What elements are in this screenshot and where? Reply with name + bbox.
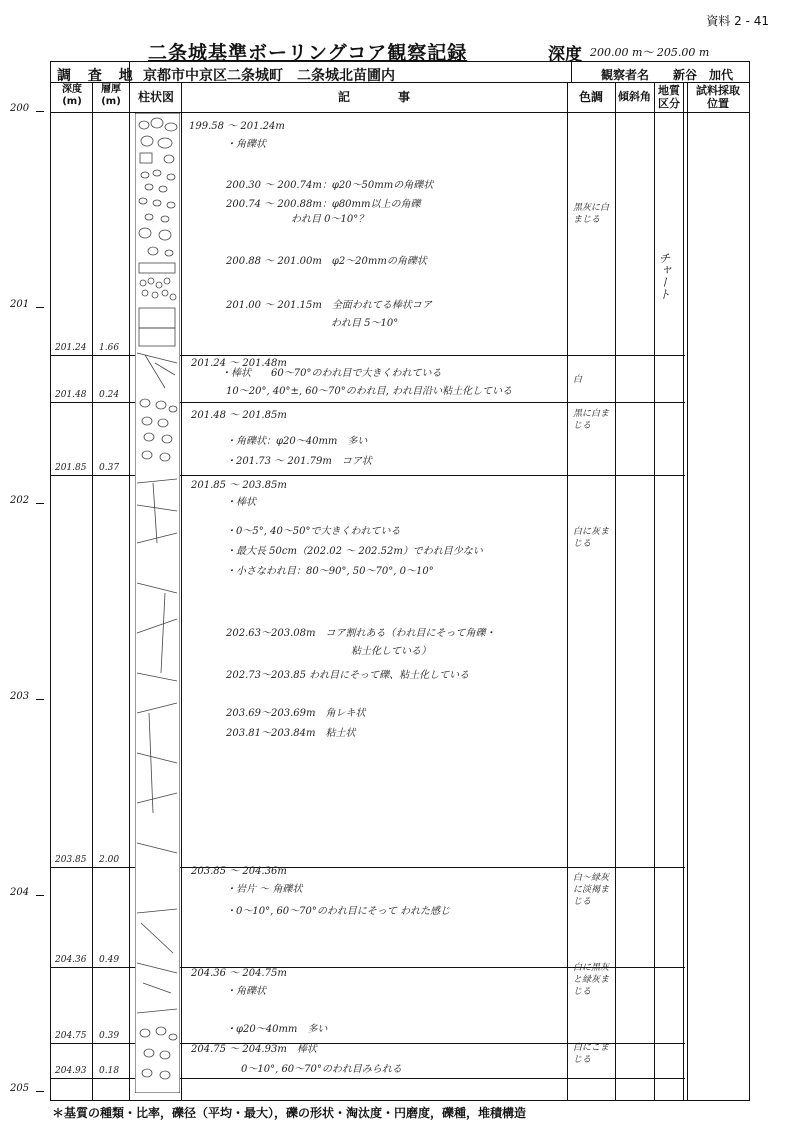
document-title: 二条城基準ボーリングコア観察記録 xyxy=(148,42,468,64)
header-color: 色調 xyxy=(578,90,603,104)
note-line: 200.74 〜 200.88m：φ80mm以上の角礫 xyxy=(226,199,421,210)
depth-mark-label: 204 xyxy=(10,887,30,898)
color-entry: 白〜緑灰に淡褐まじる xyxy=(573,873,610,907)
depth-mark-label: 202 xyxy=(10,495,30,506)
log-sheet xyxy=(50,61,750,1101)
color-entry: 白にこまじる xyxy=(573,1043,610,1065)
note-line: ・最大長 50cm（202.02 〜 202.52m）でわれ目少ない xyxy=(226,546,483,557)
layer-bottom-depth: 204.36 xyxy=(55,954,87,965)
core-column-drawing xyxy=(135,113,180,1093)
layer-bottom-depth: 204.75 xyxy=(55,1031,87,1041)
depth-tick xyxy=(36,503,44,504)
note-line: 201.85 〜 203.85m xyxy=(191,480,287,491)
footnote: ＊基質の種類・比率，礫径（平均・最大），礫の形状・淘汰度・円磨度，礫種，堆積構造 xyxy=(52,1106,527,1120)
depth-range-value: 200.00 m〜 205.00 m xyxy=(590,46,710,59)
location-value: 京都市中京区二条城町 二条城北苗圃内 xyxy=(143,68,395,84)
depth-mark-label: 200 xyxy=(10,103,30,114)
note-line: 202.73〜203.85 われ目にそって礫、粘土化している xyxy=(226,670,470,681)
note-line: ・岩片 〜 角礫状 xyxy=(226,884,303,895)
note-line: 201.24 〜 201.48m xyxy=(191,358,287,369)
note-line: ・201.73 〜 201.79m コア状 xyxy=(226,456,372,467)
layer-bottom-depth: 204.93 xyxy=(55,1066,87,1077)
depth-range-label: 深度 xyxy=(548,45,582,65)
note-line: 201.48 〜 201.85m xyxy=(191,410,287,421)
depth-mark-label: 201 xyxy=(10,299,30,310)
note-line: 粘土化している） xyxy=(351,646,431,657)
note-line: ・0〜10°, 60〜70°のわれ目にそって われた感じ xyxy=(226,906,451,917)
note-line: 0〜10°, 60〜70°のわれ目みられる xyxy=(241,1064,402,1075)
note-line: 202.63〜203.08m コア割れある（われ目にそって角礫・ xyxy=(226,628,496,639)
note-line: 204.75 〜 204.93m 棒状 xyxy=(191,1044,317,1055)
note-line: 199.58 〜 201.24m xyxy=(189,121,285,132)
color-entry: 黒に白まじる xyxy=(573,409,610,431)
depth-tick xyxy=(36,1091,44,1092)
layer-thickness: 0.24 xyxy=(99,390,120,401)
note-line: 200.88 〜 201.00m φ2〜20mmの角礫状 xyxy=(226,256,427,267)
depth-mark-label: 205 xyxy=(10,1083,30,1094)
note-line: ・角礫状：φ20〜40mm 多い xyxy=(226,436,368,447)
observer-name: 新谷 加代 xyxy=(673,68,734,82)
note-line: 203.81〜203.84m 粘土状 xyxy=(226,728,356,739)
note-line: ・φ20〜40mm 多い xyxy=(226,1024,328,1035)
layer-thickness: 0.49 xyxy=(99,954,120,965)
depth-tick xyxy=(36,895,44,896)
layer-bottom-depth: 201.85 xyxy=(55,462,87,473)
header-column: 柱状図 xyxy=(137,90,174,104)
note-line: ・小さなわれ目：80〜90°, 50〜70°, 0〜10° xyxy=(226,566,434,577)
location-label: 調 査 地 xyxy=(57,68,139,84)
note-line: 10〜20°, 40°±, 60〜70°のわれ目, われ目沿い粘土化している xyxy=(226,386,513,397)
note-line: ・角礫状 xyxy=(226,139,266,150)
layer-bottom-depth: 203.85 xyxy=(55,854,87,865)
depth-tick xyxy=(36,111,44,112)
note-line: われ目 0〜10°？ xyxy=(291,214,369,225)
header-dip: 傾斜角 xyxy=(618,90,651,103)
header-sample: 試料採取 位置 xyxy=(696,84,740,110)
layer-thickness: 2.00 xyxy=(99,854,120,865)
color-entry: 白に灰まじる xyxy=(573,527,610,549)
note-line: 203.85 〜 204.36m xyxy=(191,866,287,877)
color-entry: 白に黒灰と緑灰まじる xyxy=(573,963,610,997)
layer-thickness: 0.39 xyxy=(99,1031,120,1041)
note-line: ・0〜5°, 40〜50°で大きくわれている xyxy=(226,526,401,537)
header-notes: 記 事 xyxy=(337,90,410,104)
header-geology: 地質 区分 xyxy=(658,84,680,110)
note-line: われ目 5〜10° xyxy=(331,318,399,329)
layer-thickness: 1.66 xyxy=(99,343,120,354)
color-entry: 黒灰に白まじる xyxy=(573,203,610,225)
note-line: ・棒状 xyxy=(226,497,256,508)
note-line: 200.30 〜 200.74m：φ20〜50mmの角礫状 xyxy=(226,180,434,191)
header-thickness: 層厚 (m) xyxy=(101,84,121,107)
depth-tick xyxy=(36,307,44,308)
note-line: 204.36 〜 204.75m xyxy=(191,968,287,979)
depth-tick xyxy=(36,699,44,700)
header-depth: 深度 (m) xyxy=(62,84,82,107)
layer-thickness: 0.37 xyxy=(99,462,120,473)
document-reference: 資料 2 - 41 xyxy=(706,14,769,28)
note-line: ・棒状 60〜70°のわれ目で大きくわれている xyxy=(221,368,442,379)
observer-label: 観察者名 xyxy=(601,68,650,82)
geology-class: チャート xyxy=(657,252,671,300)
note-line: ・角礫状 xyxy=(226,986,266,997)
layer-thickness: 0.18 xyxy=(99,1066,120,1077)
layer-bottom-depth: 201.48 xyxy=(55,390,87,401)
note-line: 203.69〜203.69m 角レキ状 xyxy=(226,708,366,719)
layer-bottom-depth: 201.24 xyxy=(55,343,87,354)
note-line: 201.00 〜 201.15m 全面われてる棒状コア xyxy=(226,300,432,311)
color-entry: 白 xyxy=(573,375,583,385)
depth-mark-label: 203 xyxy=(10,691,30,702)
